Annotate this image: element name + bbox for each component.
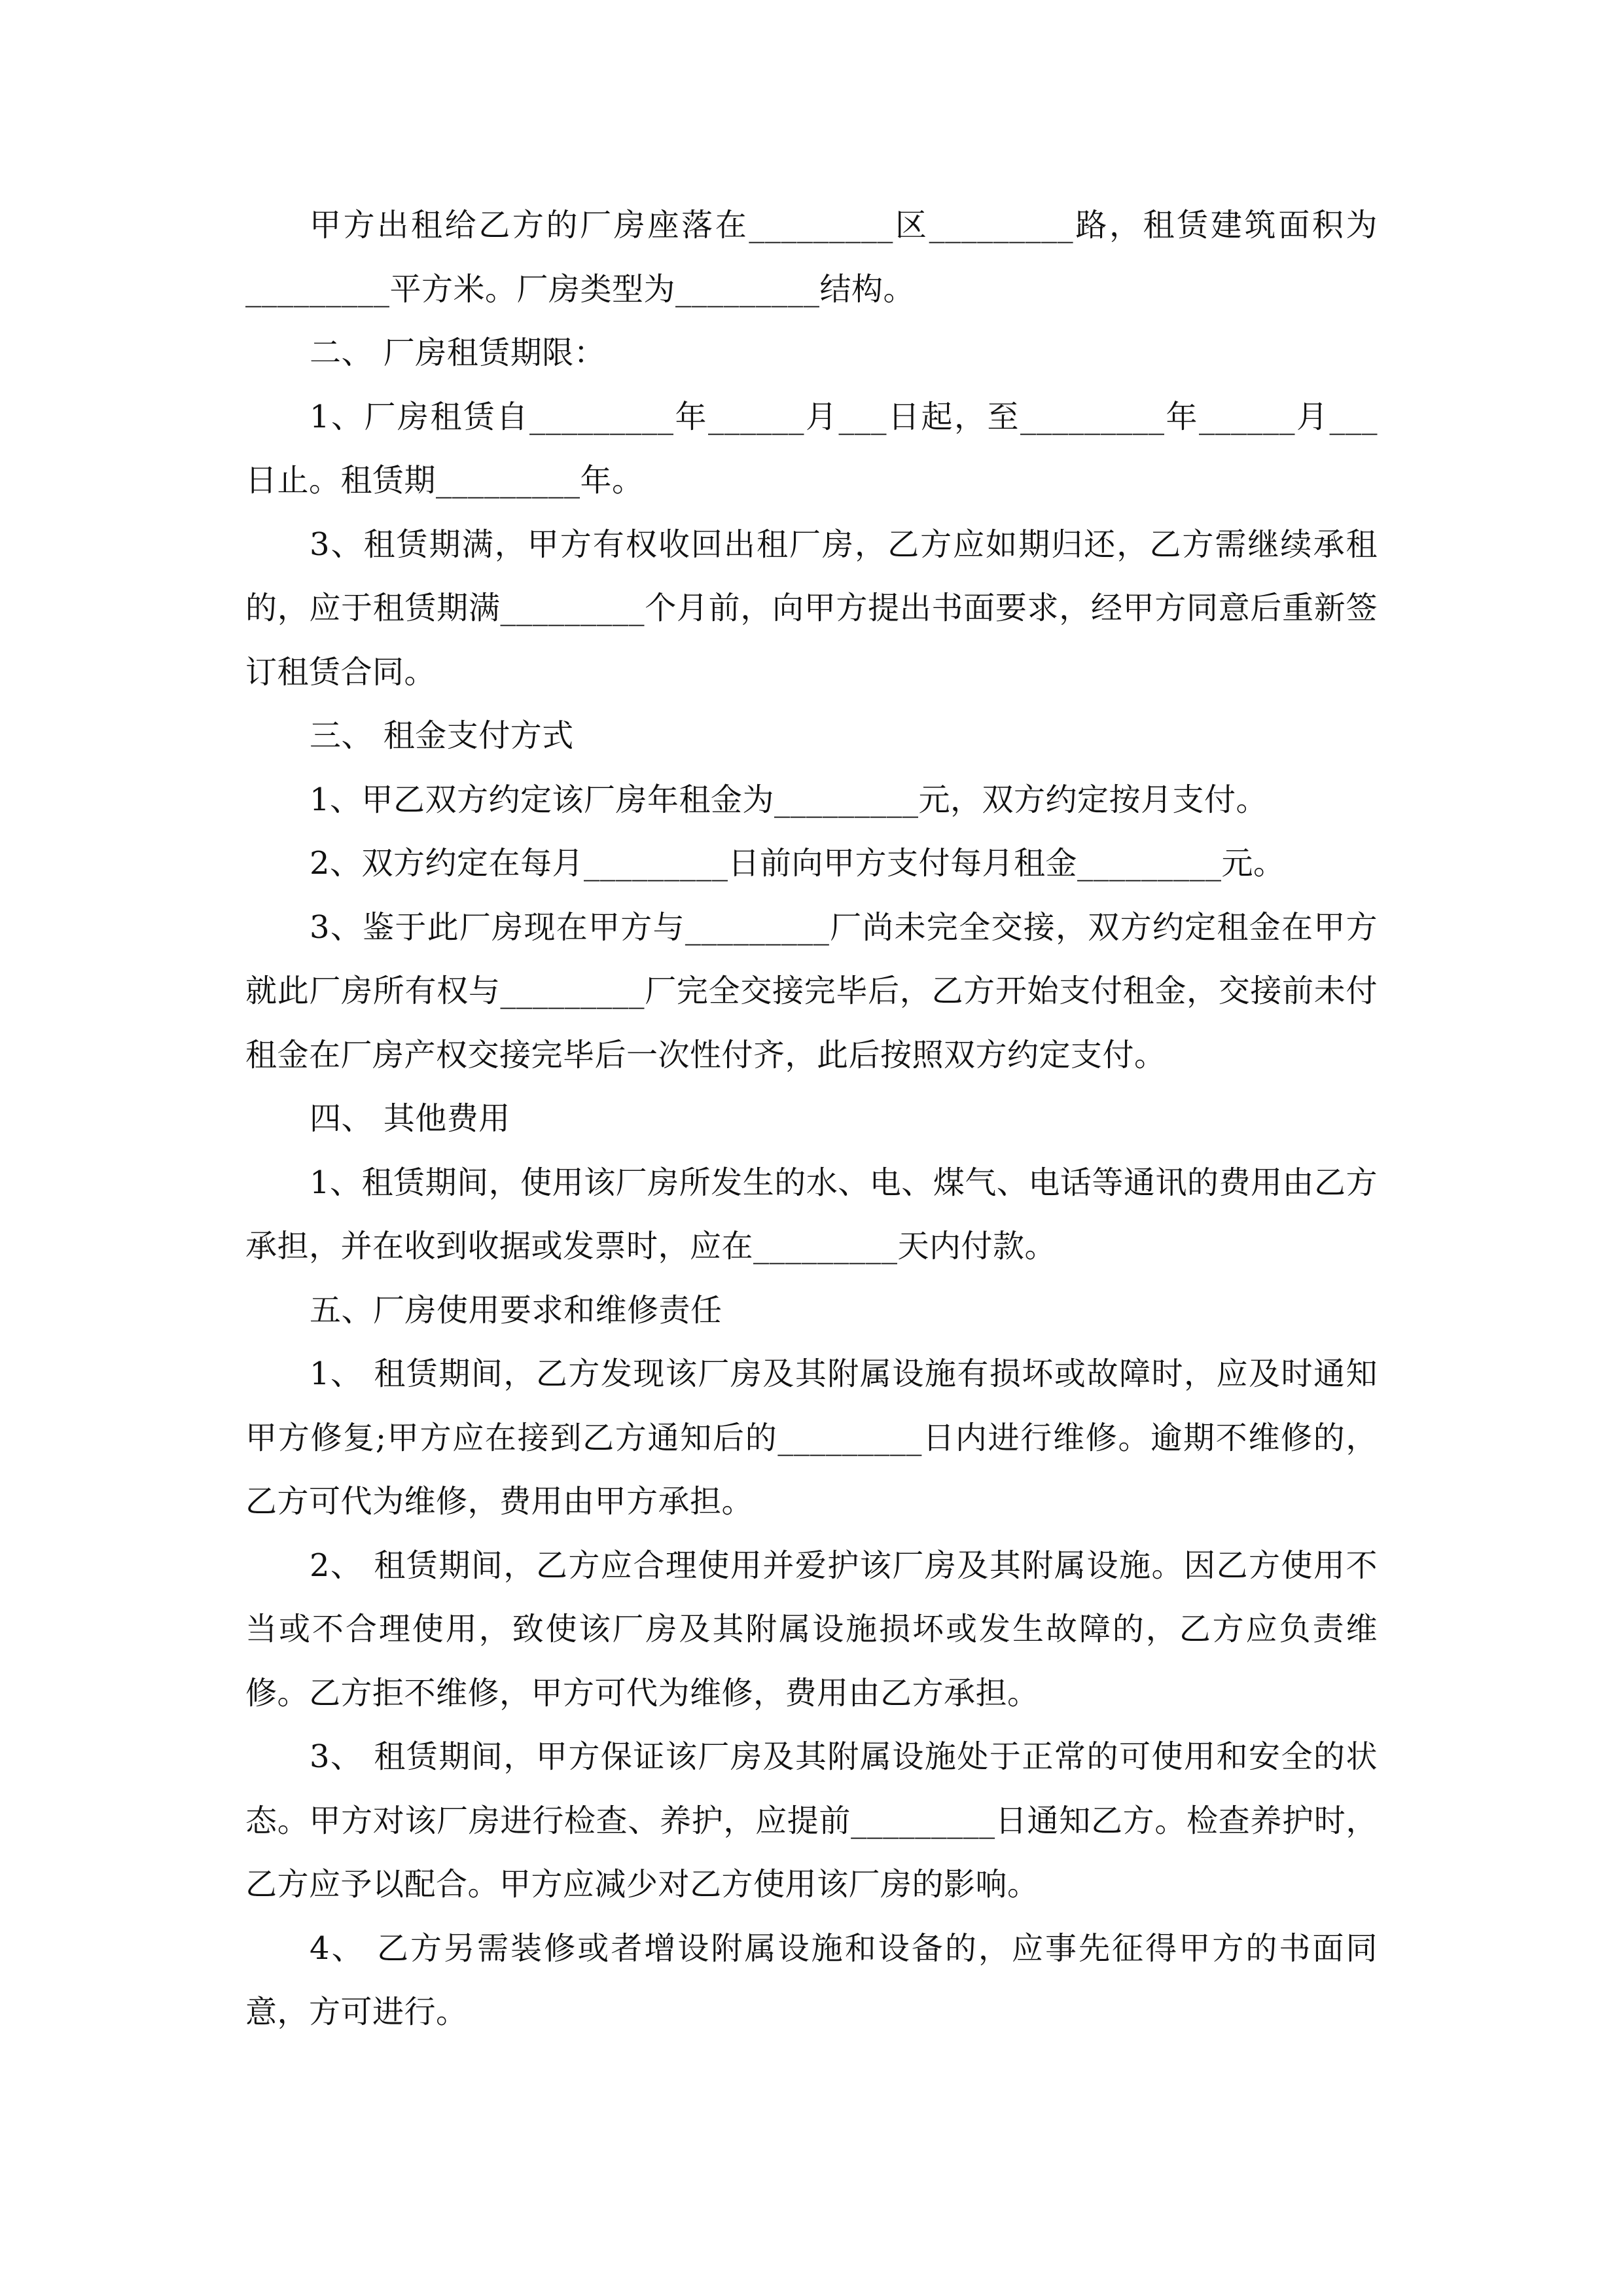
heading-lease-term: 二、 厂房租赁期限： xyxy=(310,334,606,371)
document-body xyxy=(245,194,1378,2045)
paragraph-annual-rent: 1、甲乙双方约定该厂房年租金为_________元，双方约定按月支付。 xyxy=(310,781,1268,818)
paragraph-lease-expiry: 3、租赁期满，甲方有权收回出租厂房，乙方应如期归还，乙方需继续承租的，应于租赁期满_________个月前，向甲方提出书面要求，经甲方同意后重新签订租赁合同。 xyxy=(245,526,1378,691)
paragraph-repair-tenant: 2、 租赁期间，乙方应合理使用并爱护该厂房及其附属设施。因乙方使用不当或不合理使用，致使该厂房及其附属设施损坏或发生故障的，乙方应负责维修。乙方拒不维修，甲方可代为维修，费用由乙方承担。 xyxy=(245,1547,1378,1712)
paragraph-handover-rent: 3、鉴于此厂房现在甲方与_________厂尚未完全交接，双方约定租金在甲方就此厂房所有权与_________厂完全交接完毕后，乙方开始支付租金，交接前未付租金在厂房产权交接完毕后一次性付齐，此后按照双方约定支付。 xyxy=(245,908,1378,1073)
paragraph-lease-period: 1、厂房租赁自_________年______月___日起，至_________年______月___日止。租赁期_________年。 xyxy=(245,398,1378,499)
heading-rent-payment: 三、 租金支付方式 xyxy=(310,717,574,754)
paragraph-premises-location: 甲方出租给乙方的厂房座落在_________区_________路，租赁建筑面积为_________平方米。厂房类型为_________结构。 xyxy=(245,207,1378,308)
paragraph-monthly-rent: 2、双方约定在每月_________日前向甲方支付每月租金_________元。 xyxy=(310,845,1285,882)
heading-use-and-repair: 五、厂房使用要求和维修责任 xyxy=(310,1291,722,1329)
paragraph-utility-fees: 1、租赁期间，使用该厂房所发生的水、电、煤气、电话等通讯的费用由乙方承担，并在收到收据或发票时，应在_________天内付款。 xyxy=(245,1164,1378,1265)
paragraph-repair-landlord: 1、 租赁期间，乙方发现该厂房及其附属设施有损坏或故障时，应及时通知甲方修复;甲方应在接到乙方通知后的_________日内进行维修。逾期不维修的，乙方可代为维修，费用由甲方承担。 xyxy=(245,1355,1378,1520)
paragraph-inspection: 3、 租赁期间，甲方保证该厂房及其附属设施处于正常的可使用和安全的状态。甲方对该厂房进行检查、养护，应提前_________日通知乙方。检查养护时，乙方应予以配合。甲方应减少对乙方使用该厂房的影响。 xyxy=(245,1738,1378,1903)
paragraph-renovation: 4、 乙方另需装修或者增设附属设施和设备的，应事先征得甲方的书面同意，方可进行。 xyxy=(245,1929,1378,2030)
heading-other-fees: 四、 其他费用 xyxy=(310,1100,510,1137)
